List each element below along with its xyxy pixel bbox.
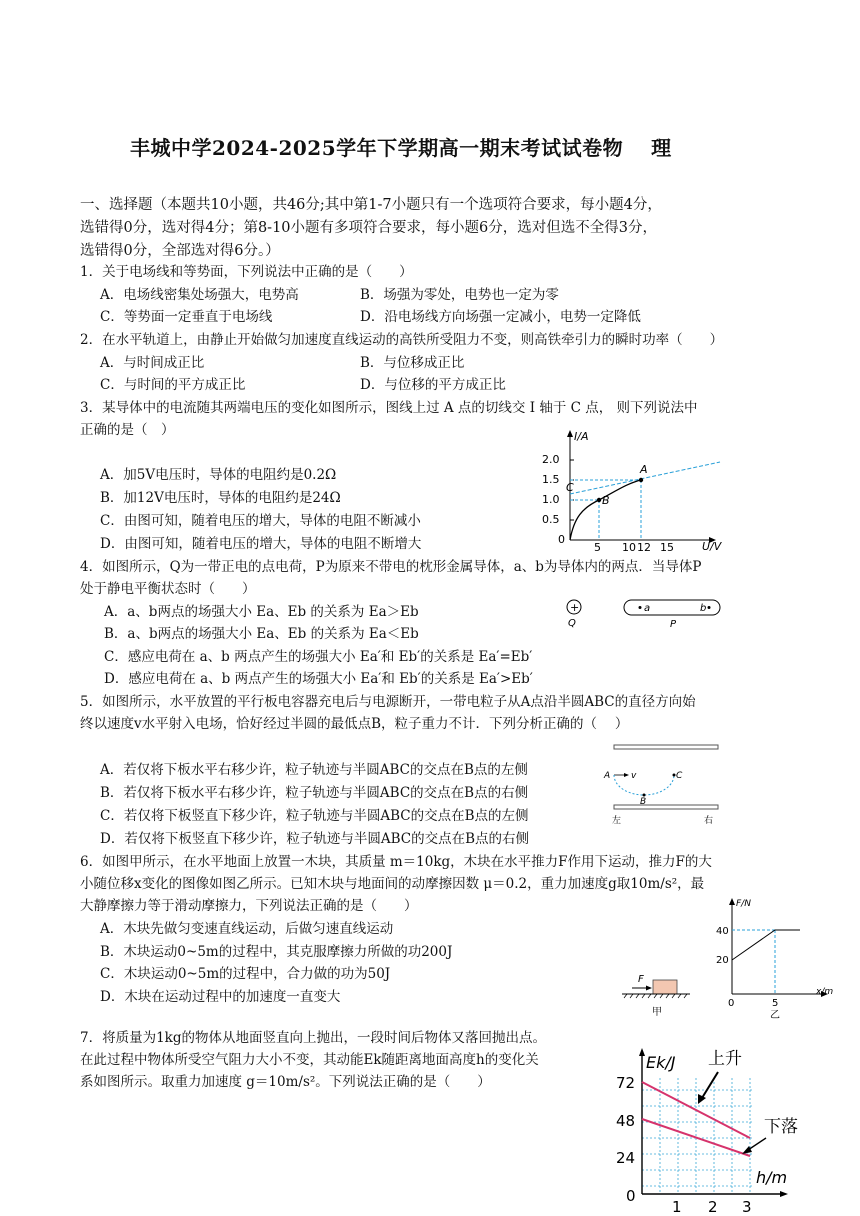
q6-option-d: D．木块在运动过程中的加速度一直变大 [100,989,341,1005]
q4-label-a: a [644,603,651,614]
q3-option-a: A．加5V电压时，导体的电阻约是0.2Ω [100,467,337,483]
q4-label-q: Q [568,618,576,628]
q5-label-right: 右 [704,816,714,826]
q2-option-c: C．与时间的平方成正比 [100,377,246,393]
q5-option-c: C．若仅将下板竖直下移少许，粒子轨迹与半圆ABC的交点在B点的左侧 [100,808,529,824]
page-title: 丰城中学2024-2025学年下学期高一期末考试试卷物 理 [130,136,672,160]
q7-ek-graph [612,1042,812,1214]
q7-label-down: 下落 [764,1117,798,1137]
q6-stem-line-3: 大静摩擦力等于滑动摩擦力，下列说法正确的是（ ） [80,898,418,914]
q5-stem-line-2: 终以速度v水平射入电场，恰好经过半圆的最低点B，粒子重力不计．下列分析正确的（ ） [80,716,629,732]
q4-option-c: C．感应电荷在 a、b 两点产生的场强大小 Ea′和 Eb′的关系是 Ea′=Eb′ [104,649,533,665]
q6-ylabel: F/N [736,899,751,909]
q5-option-d: D．若仅将下板竖直下移少许，粒子轨迹与半圆ABC的交点在B点的右侧 [100,831,529,847]
q3-option-c: C．由图可知，随着电压的增大，导体的电阻不断减小 [100,513,421,529]
q6-label-jia: 甲 [652,1007,662,1018]
q6-label-yi: 乙 [770,1010,780,1020]
q6-xtick-0: 0 [728,998,735,1009]
q3-xtick-10: 10 [622,541,636,552]
q7-grid [642,1078,752,1194]
q7-stem-line-2: 在此过程中物体所受空气阻力大小不变，其动能Ek随距离地面高度h的变化关 [80,1052,539,1068]
q6-stem-line-2: 小随位移x变化的图像如图乙所示。已知木块与地面间的动摩擦因数 μ＝0.2，重力加速度g取10m/s²，最 [80,876,705,892]
q6-xlabel: x/m [816,987,834,997]
q3-ytick-0: 0 [558,533,565,546]
q5-capacitor-figure [598,742,728,826]
q7-xlabel: h/m [756,1168,788,1187]
q4-plus-sign: + [570,601,580,614]
q5-label-c: C [676,771,683,781]
q3-point-c: C [566,481,574,494]
q3-ytick-2: 2.0 [542,453,560,466]
q3-ytick-0.5: 0.5 [542,513,560,526]
q4-label-p: P [670,619,677,628]
q4-label-b: b [700,603,707,614]
q1-option-b: B．场强为零处，电势也一定为零 [360,287,559,303]
q7-xtick-2: 2 [708,1198,718,1214]
q6-ytick-20: 20 [716,955,729,966]
q6-option-c: C．木块运动0~5m的过程中，合力做的功为50J [100,966,391,982]
q2-option-d: D．与位移的平方成正比 [360,377,506,393]
q7-ytick-48: 48 [616,1112,636,1130]
q7-ytick-24: 24 [616,1149,636,1167]
q1-stem: 1．关于电场线和等势面，下列说法中正确的是（ ） [80,264,413,280]
q7-xtick-3: 3 [742,1198,752,1214]
q5-stem-line-1: 5．如图所示，水平放置的平行板电容器充电后与电源断开，一带电粒子从A点沿半圆ABC的直径方向始 [80,694,696,710]
q3-option-d: D．由图可知，随着电压的增大，导体的电阻不断增大 [100,536,422,552]
q5-label-left: 左 [612,816,622,826]
q3-ytick-1: 1.0 [542,493,560,506]
q6-xtick-5: 5 [772,998,779,1009]
q6-stem-line-1: 6．如图甲所示，在水平地面上放置一木块，其质量 m＝10kg，木块在水平推力F作用下运动，推力F的大 [80,854,712,870]
q4-stem-line-2: 处于静电平衡状态时（ ） [80,581,256,597]
q3-xlabel: U/V [702,540,722,552]
section-header-line-3: 选错得0分，全部选对得6分。） [80,243,280,259]
q5-label-b: B [640,797,647,807]
q3-point-a: A [640,463,648,476]
section-header-line-1: 一、选择题（本题共10小题，共46分;其中第1-7小题只有一个选项符合要求，每小题4分， [80,197,662,213]
q7-label-up: 上升 [708,1049,742,1069]
q7-stem-line-1: 7．将质量为1kg的物体从地面竖直向上抛出，一段时间后物体又落回抛出点。 [80,1030,546,1046]
q7-ytick-72: 72 [616,1074,636,1092]
q3-stem-line-2: 正确的是（ ） [80,422,175,438]
q6-option-b: B．木块运动0~5m的过程中，其克服摩擦力所做的功200J [100,944,453,960]
q3-xtick-5: 5 [594,541,601,552]
q7-stem-line-3: 系如图所示。取重力加速度 g＝10m/s²。下列说法正确的是（ ） [80,1074,491,1090]
q1-option-d: D．沿电场线方向场强一定减小，电势一定降低 [360,309,641,325]
q5-label-v: v [631,771,637,781]
q3-ytick-1.5: 1.5 [542,473,560,486]
q5-option-a: A．若仅将下板水平右移少许，粒子轨迹与半圆ABC的交点在B点的左侧 [100,762,528,778]
q3-xtick-15: 15 [660,541,674,552]
section-header-line-2: 选错得0分，选对得4分；第8-10小题有多项符合要求，每小题6分，选对但选不全得3分， [80,220,657,236]
q4-figure [560,596,730,628]
q2-stem: 2．在水平轨道上，由静止开始做匀加速度直线运动的高铁所受阻力不变，则高铁牵引力的瞬时功率（ ） [80,332,724,348]
q4-stem-line-1: 4．如图所示，Q为一带正电的点电荷，P为原来不带电的枕形金属导体，a、b为导体内的两点．当导体P [80,559,702,575]
q4-option-d: D．感应电荷在 a、b 两点产生的场强大小 Ea′和 Eb′的关系是 Ea′>Eb′ [104,671,533,687]
q4-option-a: A．a、b两点的场强大小 Ea、Eb 的关系为 Ea＞Eb [104,604,419,620]
q6-force-graph [712,894,838,1020]
q3-stem-line-1: 3．某导体中的电流随其两端电压的变化如图所示，图线上过 A 点的切线交 I 轴于 C 点， 则下列说法中 [80,400,698,416]
q7-ytick-0: 0 [626,1187,636,1205]
q4-option-b: B．a、b两点的场强大小 Ea、Eb 的关系为 Ea＜Eb [104,626,419,642]
q1-option-a: A．电场线密集处场强大，电势高 [100,287,299,303]
q3-option-b: B．加12V电压时，导体的电阻约是24Ω [100,490,341,506]
q3-point-b: B [602,494,610,507]
q3-iu-graph [530,428,730,552]
q6-force-label: F [638,974,644,985]
q5-label-a: A [604,771,611,781]
q7-ylabel: Ek/J [646,1053,676,1072]
q2-option-b: B．与位移成正比 [360,355,465,371]
q5-option-b: B．若仅将下板水平右移少许，粒子轨迹与半圆ABC的交点在B点的右侧 [100,785,529,801]
q7-xtick-1: 1 [672,1198,682,1214]
q6-block-figure [618,970,698,1022]
q3-ylabel: I/A [574,430,589,443]
q3-xtick-12: 12 [637,541,651,552]
q6-option-a: A．木块先做匀变速直线运动，后做匀速直线运动 [100,921,394,937]
q6-ytick-40: 40 [716,926,729,937]
q1-option-c: C．等势面一定垂直于电场线 [100,309,273,325]
q2-option-a: A．与时间成正比 [100,355,205,371]
